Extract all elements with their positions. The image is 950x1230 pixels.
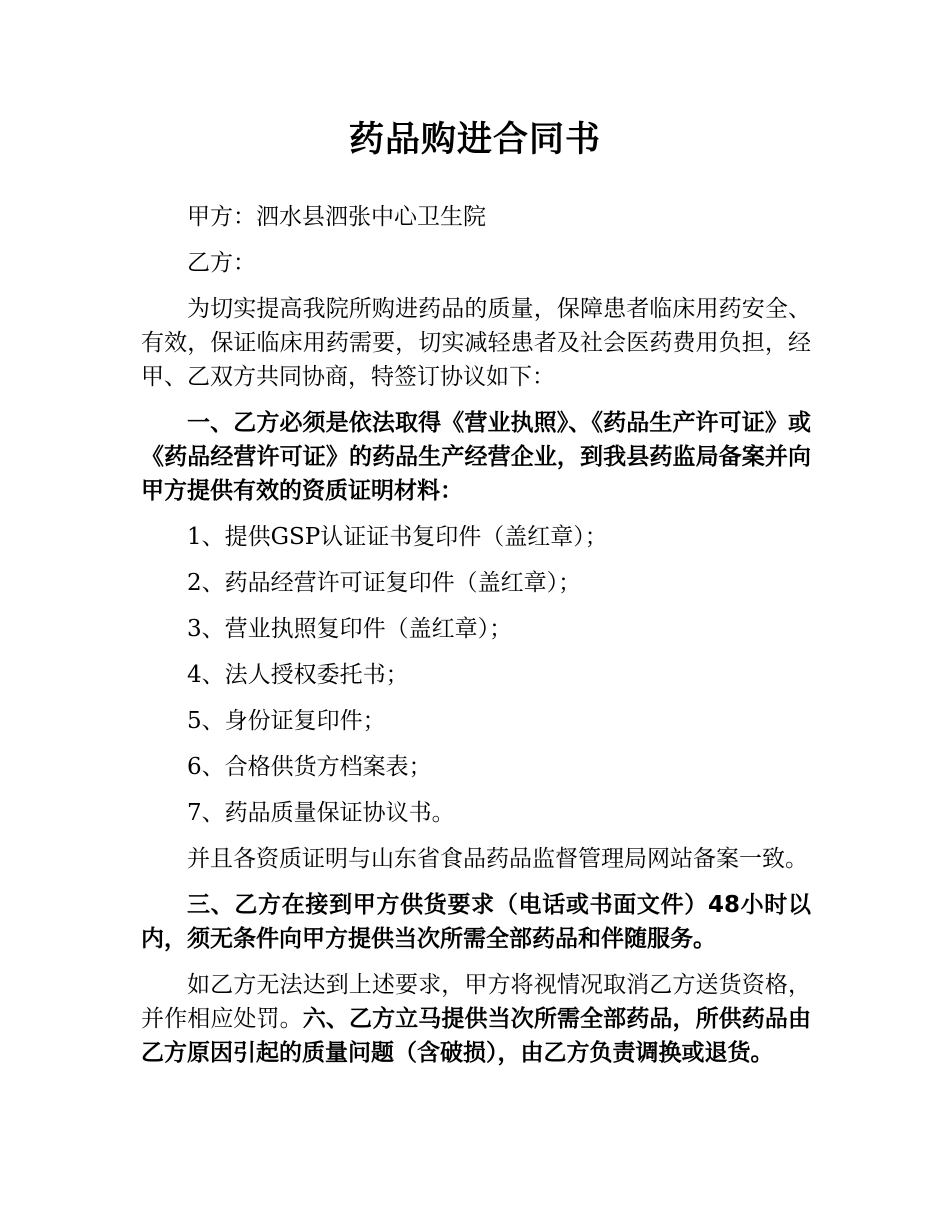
document-title: 药品购进合同书 [348, 119, 601, 160]
clause-6: 六、乙方立马提供当次所需全部药品，所供药品由乙方原因引起的质量问题（含破损），由乙方负责调换或退货。 [141, 1006, 812, 1066]
list-item: 6、合格供货方档案表； [187, 754, 432, 780]
list-item: 2、药品经营许可证复印件（盖红章）； [187, 570, 582, 596]
clause-3: 三、乙方在接到甲方供货要求（电话或书面文件）48小时以内，须无条件向甲方提供当次所需全部药品和伴随服务。 [141, 892, 811, 952]
penalty-paragraph [141, 968, 811, 1070]
penalty-text: 如乙方无法达到上述要求，甲方将视情况取消乙方送货资格，并作相应处罚。 [141, 972, 811, 1032]
consistency-paragraph: 并且各资质证明与山东省食品药品监督管理局网站备案一致。 [187, 846, 808, 872]
party-b: 乙方： [187, 250, 256, 276]
party-a: 甲方：泗水县泗张中心卫生院 [187, 204, 486, 230]
intro-paragraph: 为切实提高我院所购进药品的质量，保障患者临床用药安全、有效，保证临床用药需要，切实减轻患者及社会医药费用负担，经甲、乙双方共同协商，特签订协议如下： [141, 296, 811, 390]
clause-1: 一、乙方必须是依法取得《营业执照》、《药品生产许可证》或《药品经营许可证》的药品生产经营企业，到我县药监局备案并向甲方提供有效的资质证明材料： [141, 410, 811, 504]
document-body [141, 200, 811, 1082]
list-item: 3、营业执照复印件（盖红章）； [187, 616, 513, 642]
list-item: 5、身份证复印件； [187, 708, 386, 734]
list-item: 7、药品质量保证协议书。 [187, 800, 455, 826]
list-item: 1、提供GSP认证证书复印件（盖红章）； [187, 524, 608, 550]
list-item: 4、法人授权委托书； [187, 662, 409, 688]
